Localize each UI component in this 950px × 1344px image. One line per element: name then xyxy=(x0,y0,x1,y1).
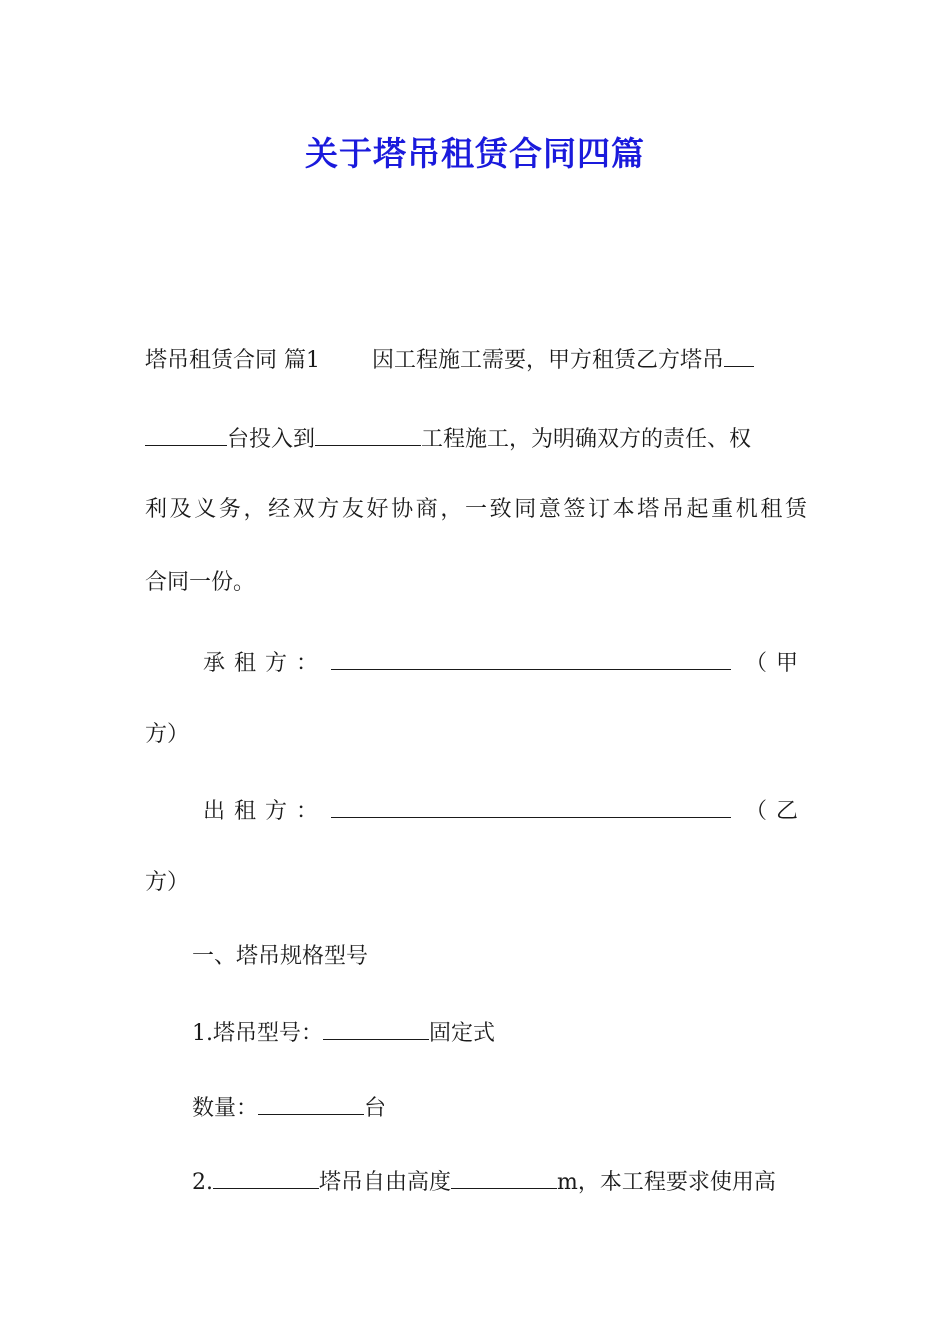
lessor-blank xyxy=(331,795,731,818)
item-2-prefix: 2. xyxy=(192,1170,213,1195)
lessor-suffix: （乙 xyxy=(744,799,807,824)
contract-heading: 塔吊租赁合同 篇1 xyxy=(145,348,320,373)
document-title: 关于塔吊租赁合同四篇 xyxy=(305,134,645,173)
blank-underline xyxy=(145,423,227,446)
item-1-suffix: 固定式 xyxy=(429,1021,496,1046)
paragraph-text: 工程施工，为明确双方的责任、权 xyxy=(421,427,752,452)
item-2-line xyxy=(192,1166,807,1198)
paragraph-line-4: 合同一份。 xyxy=(145,570,256,595)
paragraph-line-1 xyxy=(145,344,807,376)
lessee-suffix: （甲 xyxy=(744,651,807,676)
lessee-row xyxy=(203,647,807,679)
blank-underline xyxy=(213,1166,319,1189)
quantity-suffix: 台 xyxy=(364,1096,387,1121)
paragraph-text: 因工程施工需要，甲方租赁乙方塔吊 xyxy=(372,348,725,373)
blank-underline xyxy=(315,423,421,446)
item-1-line xyxy=(192,1017,807,1049)
lessee-label: 承租方： xyxy=(203,651,328,676)
item-2-suffix: m，本工程要求使用高 xyxy=(557,1170,776,1195)
item-1-label: 1.塔吊型号： xyxy=(192,1021,323,1046)
lessee-blank xyxy=(331,647,731,670)
paragraph-line-3: 利及义务，经双方友好协商，一致同意签订本塔吊起重机租赁 xyxy=(145,497,807,522)
lessor-label: 出租方： xyxy=(203,799,328,824)
lessor-tail: 方） xyxy=(145,870,190,895)
paragraph-line-2 xyxy=(145,423,807,455)
paragraph-text: 台投入到 xyxy=(227,427,316,452)
blank-underline xyxy=(724,344,754,367)
blank-underline xyxy=(451,1166,557,1189)
lessee-tail: 方） xyxy=(145,722,190,747)
quantity-line xyxy=(192,1092,807,1124)
blank-underline xyxy=(258,1092,364,1115)
blank-underline xyxy=(323,1017,429,1040)
lessor-row xyxy=(203,795,807,827)
item-2-mid: 塔吊自由高度 xyxy=(319,1170,452,1195)
quantity-label: 数量： xyxy=(192,1096,259,1121)
section-heading: 一、塔吊规格型号 xyxy=(192,944,369,969)
